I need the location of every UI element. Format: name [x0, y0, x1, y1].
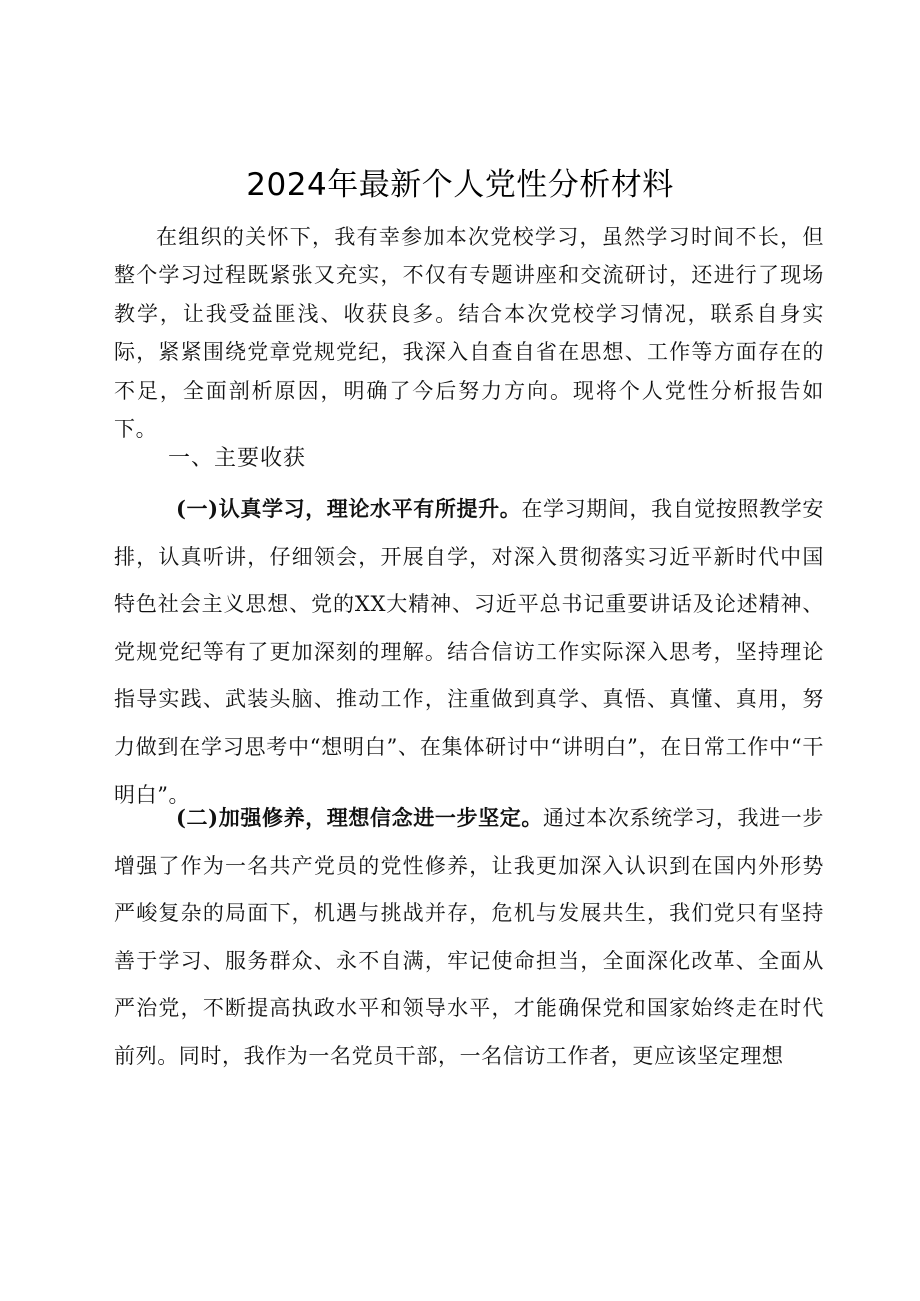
document-title: 2024年最新个人党性分析材料 — [246, 167, 674, 203]
paragraph-lead: (二)加强修养，理想信念进一步坚定。 — [176, 805, 543, 830]
body-paragraph-1 — [114, 485, 824, 819]
paragraph-body: 在学习期间，我自觉按照教学安排，认真听讲，仔细领会，开展自学，对深入贯彻落实习近平新时代中国特色社会主义思想、党的XX大精神、习近平总书记重要讲话及论述精神、党规党纪等有了更加深刻的理解。结合信访工作实际深入思考，坚持理论指导实践、武装头脑、推动工作，注重做到真学、真悟、真懂、真用，努力做到在学习思考中“想明白”、在集体研讨中“讲明白”，在日常工作中“干明白”。 — [114, 497, 824, 807]
paragraph-lead: (一)认真学习，理论水平有所提升。 — [176, 496, 522, 521]
body-paragraph-2 — [114, 794, 824, 1081]
section-heading: 一、主要收获 — [168, 446, 307, 471]
intro-paragraph: 在组织的关怀下，我有幸参加本次党校学习，虽然学习时间不长，但整个学习过程既紧张又充实，不仅有专题讲座和交流研讨，还进行了现场教学，让我受益匪浅、收获良多。结合本次党校学习情况，联系自身实际，紧紧围绕党章党规党纪，我深入自查自省在思想、工作等方面存在的不足，全面剖析原因，明确了今后努力方向。现将个人党性分析报告如下。 — [114, 225, 824, 442]
paragraph-body: 通过本次系统学习，我进一步增强了作为一名共产党员的党性修养，让我更加深入认识到在国内外形势严峻复杂的局面下，机遇与挑战并存，危机与发展共生，我们党只有坚持善于学习、服务群众、永不自满，牢记使命担当，全面深化改革、全面从严治党，不断提高执政水平和领导水平，才能确保党和国家始终走在时代前列。同时，我作为一名党员干部，一名信访工作者，更应该坚定理想 — [114, 806, 824, 1068]
